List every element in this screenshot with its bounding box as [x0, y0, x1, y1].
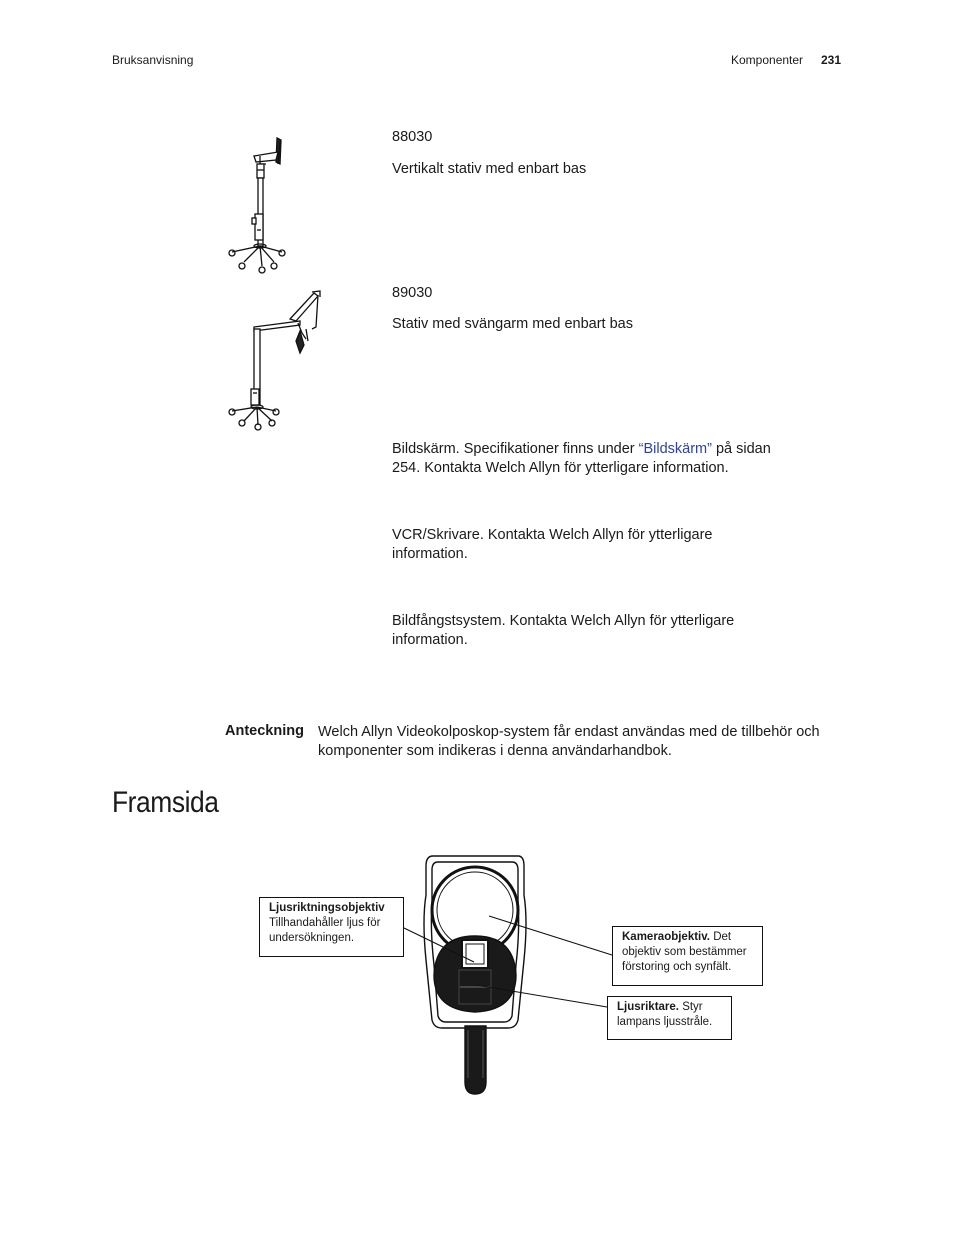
item-code-89030: 89030: [392, 285, 433, 301]
callout-light-direction-lens-text: Tillhandahåller ljus för undersökningen.: [269, 917, 381, 944]
callout-camera-lens-text: Det objektiv som bestämmer förstoring och synfält.: [622, 931, 747, 973]
page-number: 231: [821, 53, 842, 67]
image-capture-description: Bildfångstsystem. Kontakta Welch Allyn för ytterligare information.: [392, 613, 735, 648]
note-label: Anteckning: [225, 723, 304, 739]
vcr-description: VCR/Skrivare. Kontakta Welch Allyn för ytterligare information.: [392, 527, 713, 562]
item-description-89030: Stativ med svängarm med enbart bas: [392, 316, 633, 332]
callout-light-direction-lens: [259, 897, 404, 957]
monitor-link[interactable]: “Bildskärm”: [638, 441, 712, 457]
monitor-text-before: Bildskärm. Specifikationer finns under: [392, 441, 639, 457]
running-header-section: Komponenter: [731, 53, 804, 67]
monitor-text-after: på sidan 254. Kontakta Welch Allyn för ytterligare information.: [392, 441, 771, 476]
running-header-title: Bruksanvisning: [112, 53, 194, 67]
callout-camera-lens-title: Kameraobjektiv.: [622, 931, 710, 943]
note-text: Welch Allyn Videokolposkop-system får endast användas med de tillbehör och komponenter som indikeras i denna användarhandbok.: [318, 724, 820, 759]
callout-camera-lens: [612, 926, 763, 986]
item-code-88030: 88030: [392, 129, 433, 145]
callout-light-director-title: Ljusriktare.: [617, 1001, 679, 1013]
callout-light-director-text: Styr lampans ljusstråle.: [617, 1001, 713, 1028]
item-description-88030: Vertikalt stativ med enbart bas: [392, 161, 587, 177]
section-title: Framsida: [112, 786, 219, 819]
callout-light-director: [607, 996, 732, 1040]
callout-light-direction-lens-title: Ljusriktningsobjektiv: [269, 902, 385, 914]
